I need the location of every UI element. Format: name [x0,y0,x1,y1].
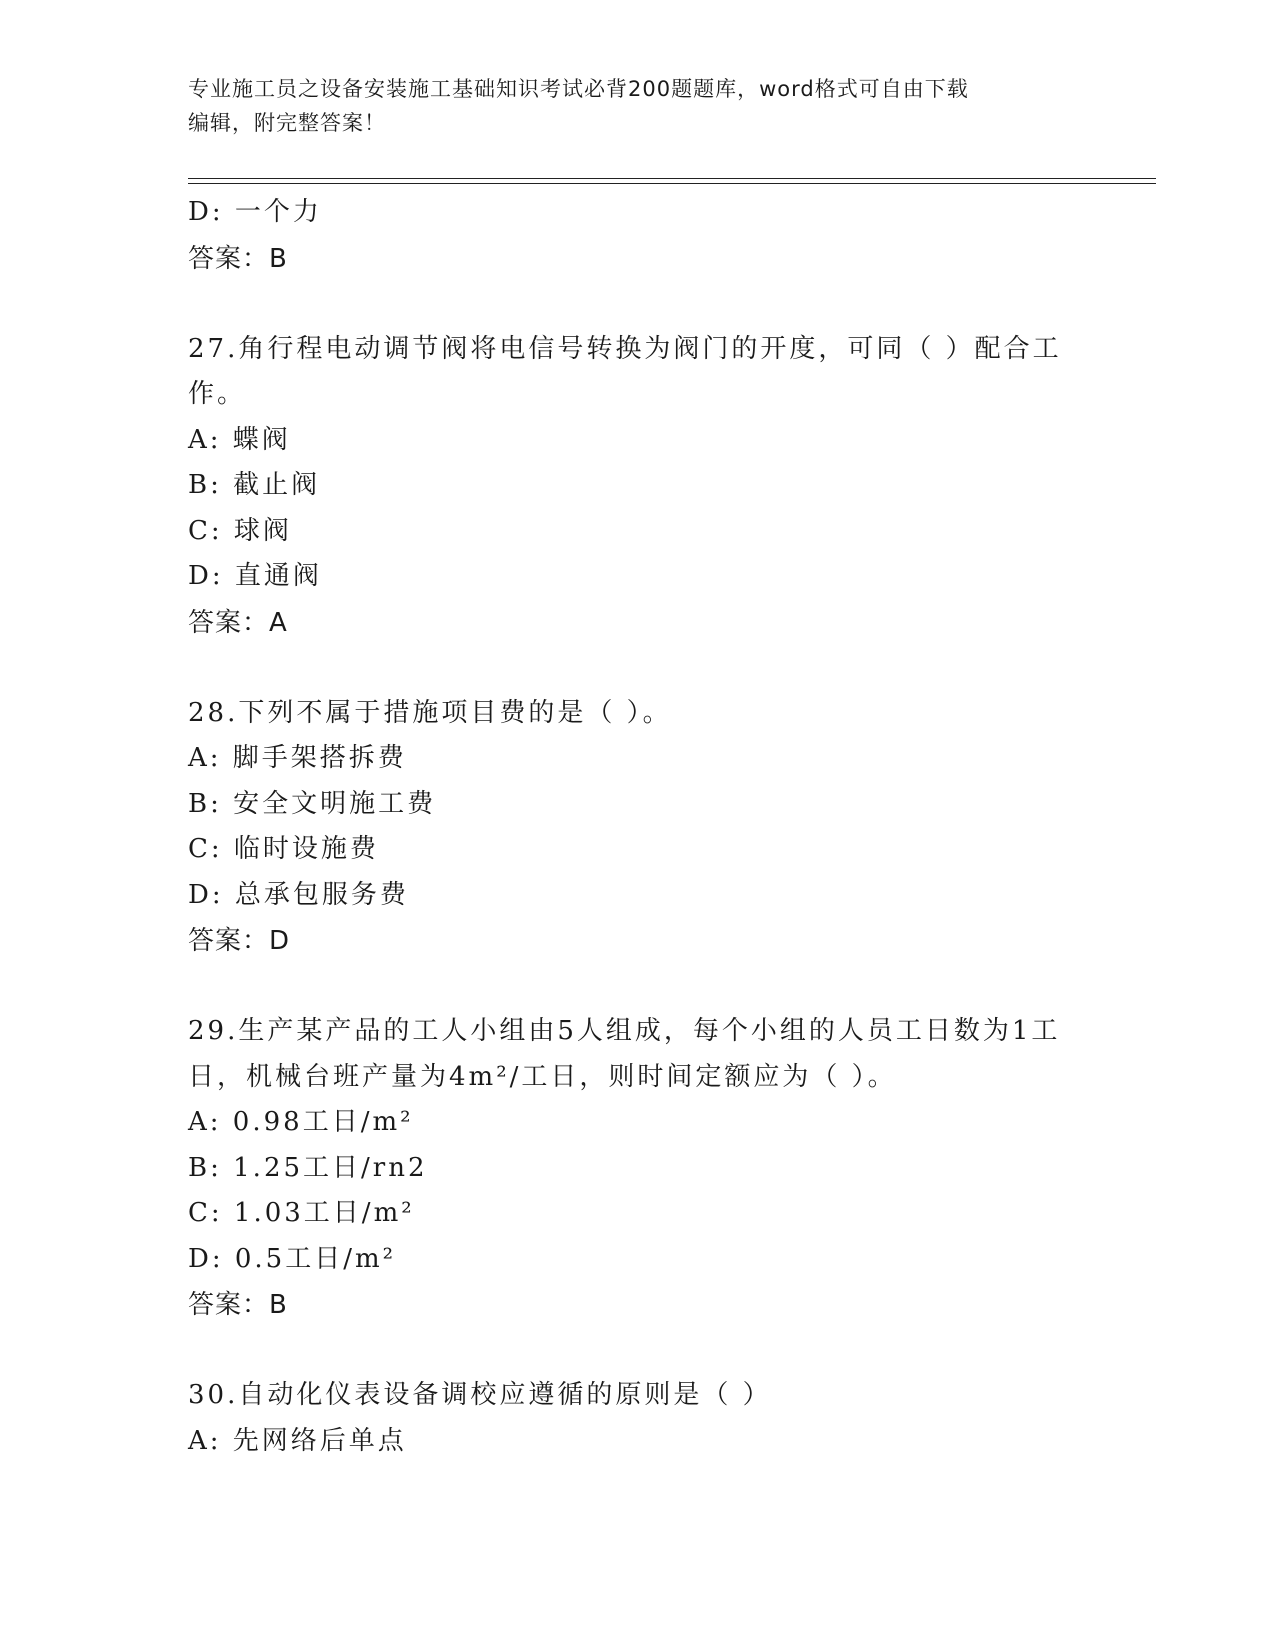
question-28 [188,691,1088,965]
previous-question-tail [188,190,1088,282]
option-c: C: 临时设施费 [188,834,379,864]
option-d: D: 总承包服务费 [188,879,409,910]
option-b: B: 1.25工日/rn2 [188,1152,428,1183]
answer-line: 答案：B [188,1290,288,1320]
document-header [188,72,1088,140]
option-c: C: 1.03工日/m² [188,1198,415,1228]
option-b: B: 安全文明施工费 [188,788,437,819]
question-stem-continued: 日，机械台班产量为4m²/工日，则时间定额应为（ ）。 [188,1061,897,1092]
header-divider-top [188,178,1156,179]
question-30 [188,1373,1088,1464]
answer-line: 答案：D [188,926,291,956]
header-line-1: 专业施工员之设备安装施工基础知识考试必背200题题库，word格式可自由下载 [188,77,969,101]
document-body [188,190,1088,1464]
option-d: D: 直通阀 [188,561,322,591]
header-divider-bottom [188,183,1156,184]
option-d: D: 一个力 [188,197,322,227]
option-b: B: 截止阀 [188,470,321,500]
option-c: C: 球阀 [188,515,292,546]
answer-line: 答案：A [188,607,288,638]
option-d: D: 0.5工日/m² [188,1243,397,1274]
header-line-2: 编辑，附完整答案！ [188,111,386,135]
option-a: A: 先网络后单点 [188,1425,407,1456]
question-27 [188,327,1088,646]
question-stem: 29.生产某产品的工人小组由5人组成，每个小组的人员工日数为1工 [188,1016,1061,1046]
question-stem: 30.自动化仪表设备调校应遵循的原则是（ ） [188,1380,772,1410]
option-a: A: 脚手架搭拆费 [188,743,407,773]
question-29 [188,1009,1088,1328]
answer-line: 答案：B [188,243,288,274]
option-a: A: 蝶阀 [188,424,291,455]
option-a: A: 0.98工日/m² [188,1107,414,1137]
question-stem: 27.角行程电动调节阀将电信号转换为阀门的开度，可同（ ）配合工 [188,333,1062,364]
question-stem: 28.下列不属于措施项目费的是（ ）。 [188,697,672,728]
question-stem-continued: 作。 [188,379,247,409]
